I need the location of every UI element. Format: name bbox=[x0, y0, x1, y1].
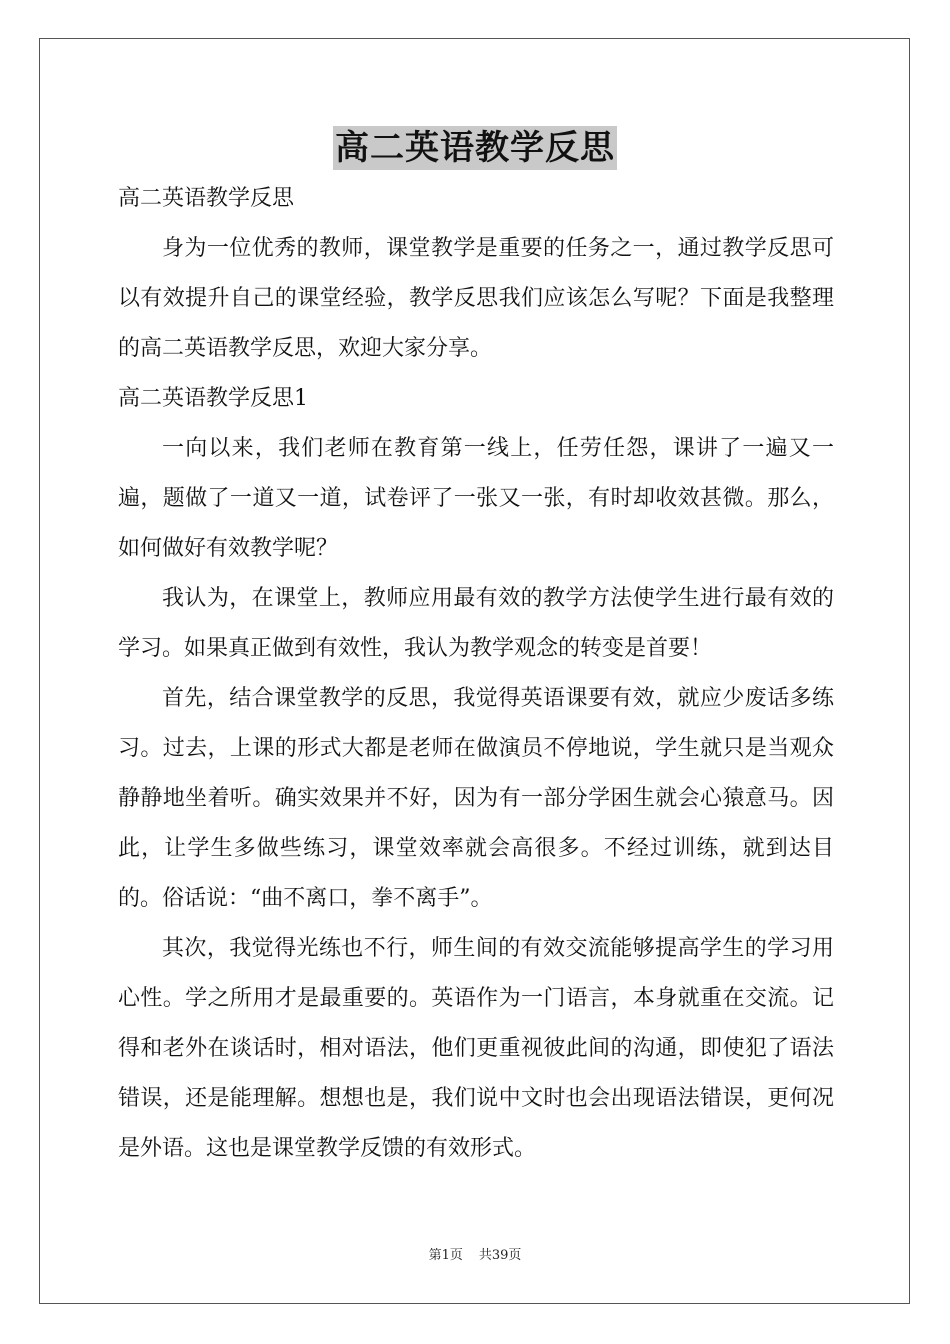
paragraph: 首先，结合课堂教学的反思，我觉得英语课要有效，就应少废话多练习。过去，上课的形式大都是老师在做演员不停地说，学生就只是当观众静静地坐着听。确实效果并不好，因为有一部分学困生就会心猿意马。因此，让学生多做些练习，课堂效率就会高很多。不经过训练，就到达目的。俗话说：“曲不离口，拳不离手”。 bbox=[118, 686, 834, 911]
paragraph: 身为一位优秀的教师，课堂教学是重要的任务之一，通过教学反思可以有效提升自己的课堂经验，教学反思我们应该怎么写呢？下面是我整理的高二英语教学反思，欢迎大家分享。 bbox=[118, 236, 834, 361]
section-heading: 高二英语教学反思1 bbox=[118, 386, 308, 411]
document-title: 高二英语教学反思 bbox=[335, 128, 615, 168]
document-body bbox=[118, 174, 834, 1174]
page-total: 共39页 bbox=[478, 1248, 522, 1263]
title-container bbox=[0, 126, 950, 170]
page-number: 第1页 bbox=[428, 1248, 463, 1263]
paragraph: 我认为，在课堂上，教师应用最有效的教学方法使学生进行最有效的学习。如果真正做到有效性，我认为教学观念的转变是首要！ bbox=[118, 586, 834, 661]
section-heading: 高二英语教学反思 bbox=[118, 186, 295, 211]
page-footer bbox=[0, 1247, 950, 1265]
paragraph: 一向以来，我们老师在教育第一线上，任劳任怨，课讲了一遍又一遍，题做了一道又一道，试卷评了一张又一张，有时却收效甚微。那么，如何做好有效教学呢？ bbox=[118, 436, 834, 561]
paragraph: 其次，我觉得光练也不行，师生间的有效交流能够提高学生的学习用心性。学之所用才是最重要的。英语作为一门语言，本身就重在交流。记得和老外在谈话时，相对语法，他们更重视彼此间的沟通，即使犯了语法错误，还是能理解。想想也是，我们说中文时也会出现语法错误，更何况是外语。这也是课堂教学反馈的有效形式。 bbox=[118, 936, 834, 1161]
